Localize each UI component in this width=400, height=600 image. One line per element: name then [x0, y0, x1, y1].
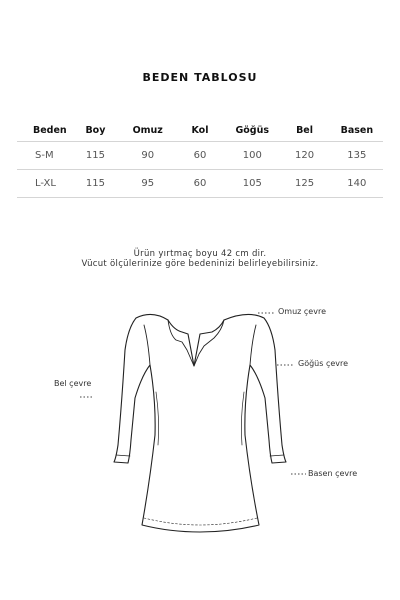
- dress-outline: [114, 314, 286, 532]
- header-waist: Bel: [296, 124, 314, 136]
- header-length: Boy: [85, 124, 106, 136]
- cuff-right: [270, 455, 284, 456]
- label-chest: Göğüs çevre: [298, 359, 349, 368]
- header-chest: Göğüs: [235, 124, 270, 136]
- slit-length-note: Ürün yırtmaç boyu 42 cm dir.: [133, 249, 267, 259]
- neckline: [168, 320, 224, 366]
- label-shoulder: Omuz çevre: [278, 307, 326, 316]
- cell-chest: 105: [226, 170, 278, 198]
- header-hip: Basen: [340, 124, 374, 136]
- sleeve-seam-right: [250, 325, 256, 365]
- cell-size: L-XL: [17, 170, 69, 198]
- cell-length: 115: [69, 170, 121, 198]
- waist-line-left: [156, 392, 159, 445]
- cell-length: 115: [69, 142, 121, 170]
- hem-stitch: [144, 518, 257, 525]
- waist-line-right: [241, 392, 244, 445]
- cell-size: S-M: [17, 142, 69, 170]
- chart-title: BEDEN TABLOSU: [142, 71, 258, 84]
- header-sleeve: Kol: [191, 124, 209, 136]
- cell-hip: 140: [331, 170, 383, 198]
- cell-waist: 125: [278, 170, 330, 198]
- cell-sleeve: 60: [174, 170, 226, 198]
- cell-chest: 100: [226, 142, 278, 170]
- cell-sleeve: 60: [174, 142, 226, 170]
- size-advice-note: Vücut ölçülerinize göre bedeninizi belirleyebilirsiniz.: [81, 259, 319, 269]
- header-shoulder: Omuz: [132, 124, 163, 136]
- header-size: Beden: [33, 124, 67, 136]
- label-waist: Bel çevre: [54, 379, 92, 388]
- cell-shoulder: 90: [122, 142, 174, 170]
- cell-shoulder: 95: [122, 170, 174, 198]
- neckline-facing: [168, 320, 224, 366]
- cell-waist: 120: [278, 142, 330, 170]
- sleeve-seam-left: [144, 325, 150, 365]
- cuff-left: [116, 455, 130, 456]
- label-hip: Basen çevre: [308, 469, 358, 478]
- cell-hip: 135: [331, 142, 383, 170]
